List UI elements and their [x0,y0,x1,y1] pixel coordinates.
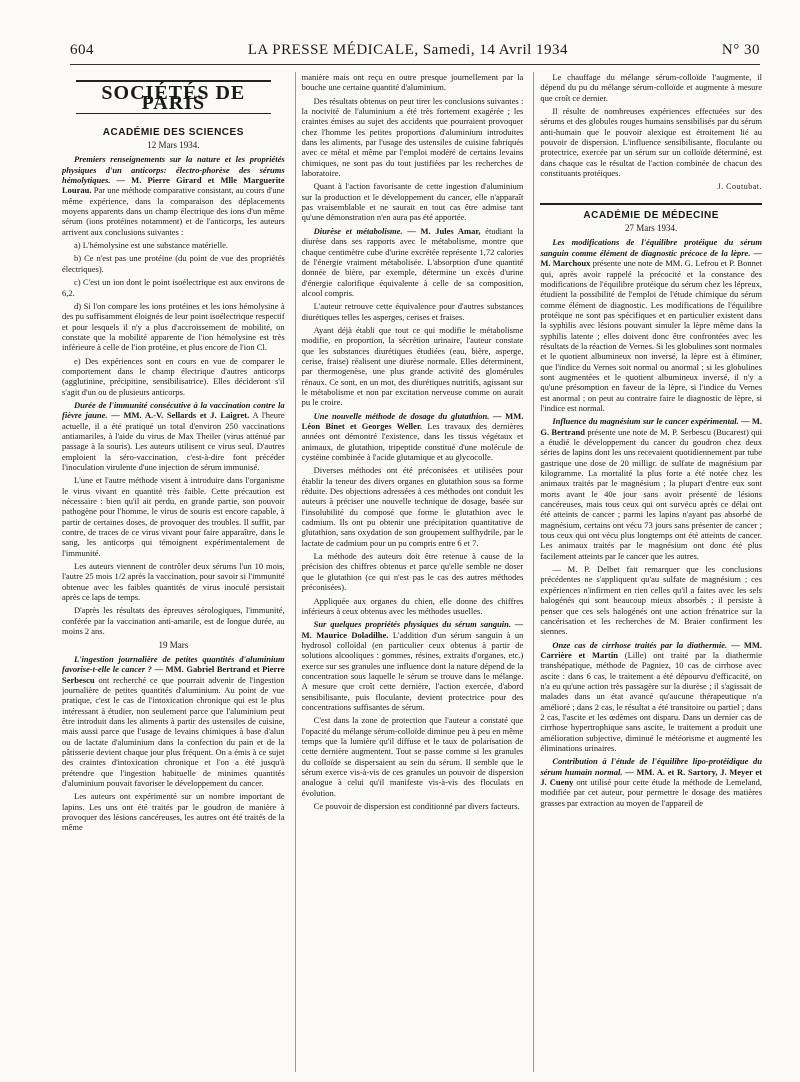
article-paragraph [302,619,524,712]
column-2 [295,72,524,1072]
issue-number: N° 30 [721,42,760,58]
academy-medecine-heading: ACADÉMIE DE MÉDECINE [540,203,762,221]
article-text: A l'heure actuelle, il a été pratiqué un total d'environ 250 vaccinations antiamariles, à l'aide du virus de Max Theiler (virus atténué par passage à la souris). Les auteurs utilisent ce virus seul. D'autres emploient la séro-vaccination, c'est-à-dire font précéder l'inoculation virulente d'une injection de sérum immunisé. [62,410,285,472]
article-authors: — MM. Gabriel Bertrand et Pierre Serbescu [62,664,285,685]
article-text: manière mais ont reçu en outre presque journellement par la bouche une certaine quantité d'aluminium. [301,72,524,93]
column-1 [62,72,285,1072]
article-title: L'ingestion journalière de petites quantités d'aluminium favorise-t-elle le cancer ? [62,653,285,675]
article-paragraph [540,416,762,561]
article-authors: — M. G. Bertrand [540,416,762,437]
article-text: ont recherché ce que pourrait advenir de l'ingestion journalière de petites quantités d'aluminium. Au point de vue pratique, c'est le cas de l'intoxication chronique qui est le plus intéressant à étudier, non seulement parce que l'aluminium peut être introduit dans les aliments à partir des ustensiles de cuisine, mais aussi parce que l'usage de levains chimiques à base d'alun ou de lactate d'aluminium dans la confection du pain et de la pâtisserie devient chaque jour plus fréquent. On a émis à ce sujet des craintes d'intoxication chronique et l'on a été jusqu'à prétendre que l'ingestion habituelle de minimes quantités d'aluminium pouvait favoriser le développement du cancer. [62,674,285,788]
article-text: Les auteurs viennent de contrôler deux sérums l'un 10 mois, l'autre 25 mois 1/2 après la vaccination, pour savoir si l'immunité obtenue avec les faibles quantités de virus inoculé persistait après ce laps de temps. [62,561,285,603]
article-text: Les travaux des dernières années ont démontré l'existence, dans les tissus végétaux et animaux, de glutathion, tripeptide constitué d'une molécule de cystéine combinée à l'acide glutamique et au glycocolle. [301,421,524,463]
article-text: Le chauffage du mélange sérum-colloïde l'augmente, il dépend du pu du mélange sérum-colloïde et augmente à mesure que croît ce dernier. [540,72,762,103]
page-header [70,42,760,65]
article-title: Une nouvelle méthode de dosage du glutathion. [313,410,490,421]
article-paragraph [302,226,524,298]
article-text: C'est dans la zone de protection que l'auteur a constaté que l'opacité du mélange sérum-colloïde diminue peu à peu en même temps que la lumière qu'il diffuse et le taux de polarisation de cette dernière augmentent. Tout se passe comme si les granules du colloïde se dispersaient au sein du sérum. Il semble que le sérum exerce vis-à-vis de ces granules un pouvoir de dispersion analogue à celui qu'il manifeste vis-à-vis des floculats en évolution. [301,715,524,798]
article-paragraph [540,237,762,413]
article-title: Onze cas de cirrhose traités par la diathermie. [552,639,728,650]
list-item: b) Ce n'est pas une protéine (du point de vue des propriétés électriques). [62,253,285,274]
article-text: Appliquée aux organes du chien, elle donne des chiffres inférieurs à ceux obtenus avec les méthodes usuelles. [301,595,524,616]
article-title: Durée de l'immunité consécutive à la vaccination contre la fièvre jaune. [62,399,285,421]
article-text: Ayant déjà établi que tout ce qui modifie le métabolisme modifie, en proportion, la sécrétion urinaire, l'auteur constate que les substances diurétiques étudiées (eau, bière, asperge, cerise, fraise) réalisent une diurèse normale. Elles déterminent, par thermogenèse, une plus grande activité des glomérules rénaux. Ce sont, en un mot, des diurétiques nutritifs, agissant sur le métabolisme et non par excitation nerveuse comme on aurait pu le croire. [301,324,524,408]
session-date: 27 Mars 1934. [625,223,678,234]
article-title: Influence du magnésium sur le cancer expérimental. [552,416,739,427]
journal-title: LA PRESSE MÉDICALE, Samedi, 14 Avril 1934 [247,42,569,58]
list-item: c) C'est un ion dont le point isoélectrique est aux environs de 6,2. [62,277,285,298]
text-columns [62,72,762,1072]
article-text: Il résulte de nombreuses expériences effectuées sur des sérums et des globules rouges humains sensibilisés par du sérum anti-humain que le pouvoir alexique est étroitement lié au pouvoir de dispersion. L'influence sensibilisante, floculante ou protectrice, exercée par un sérum sur un colloïde déterminé, est dans chaque cas le résultat de l'action combinée de chacun des constituants protéiques. [540,106,762,179]
article-authors: — M. Maurice Doladilhe. [301,619,524,640]
session-date: 19 Mars [158,639,189,650]
article-paragraph [62,400,285,472]
article-authors: — M. Jules Amar, [407,225,481,236]
page-number: 604 [70,42,94,58]
article-text: La méthode des auteurs doit être retenue à cause de la précision des chiffres obtenus et parce qu'elle semble ne doser que le glutathion (ce qui n'est pas le cas des autres méthodes préconisées). [301,551,524,593]
article-text: Ce pouvoir de dispersion est conditionné par divers facteurs. [313,801,520,812]
academy-sciences-heading: ACADÉMIE DES SCIENCES [102,126,244,138]
article-title: Sur quelques propriétés physiques du sérum sanguin. [313,619,512,630]
list-item: d) Si l'on compare les ions protéines et les ions hémolysine à des pu suffisamment éloignés de leur point isoélectrique respectif et pour lesquels il n'y a plus d'accroissement de mobilité, on constate que la mobilité apparente de l'ion hémolysine est très inférieure à celle de l'ion protéine, et plus encore de l'ion Cl. [62,300,285,353]
author-signature: J. Coutubat. [717,182,762,192]
article-title: Premiers renseignements sur la nature et les propriétés physiques d'un anticorps: électro-phorèse des sérums hémolytiques. [62,154,285,186]
article-text: L'addition d'un sérum sanguin à un hydrosol colloïdal (en particulier ceux obtenus à partir de solutions alcooliques : gommes, résines, extraits d'organes, etc.) exerce sur ses granules une influence dont la nature dépend de la concentration sous laquelle le sérum se trouve dans le mélange. A mesure que croît cette dernière, l'action exercée, d'abord sensibilisante, puis floculante, devient protectrice pour des concentrations suffisantes de sérum. [301,629,524,712]
article-title: Contribution à l'étude de l'équilibre lipo-protéidique du sérum humain normal. [540,756,762,777]
article-paragraph [302,411,524,463]
section-title: SOCIÉTÉS DE PARIS [76,80,271,114]
article-authors: — MM. Carrière et Martin [540,639,762,660]
article-text: Les auteurs ont expérimenté sur un nombre important de lapins. Les uns ont été traités par le goudron de manière à provoquer des lésions cancéreuses, les autres ont été traités de la même [62,791,285,833]
article-authors: — M. Pierre Girard et Mlle Marguerite Lourau. [62,175,285,196]
article-authors: — MM. A. et R. Sartory, J. Meyer et J. Cueny [540,766,762,787]
article-text: présente une note de MM. G. Lefrou et P. Bonnet qui, après avoir rappelé la précocité et la constance des modifications de l'équilibre protéique du sérum chez les lépreux, étudient la possibilité de l'emploi de l'étude chimique du sérum comme élément de diagnostic. Les modifications de l'équilibre protéique ne sont pas spécifiques et en particulier existent dans la syphilis avec lésions pouvant simuler la lèpre même dans la syphilis latente ; elles doivent donc être confrontées avec les résultats de la réaction de Vernes. Si les globulines sont normales et le quotient albumineux non inversé, la lèpre est à éliminer, que l'indice du Vernes soit normal ou anormal ; si les globulines sont augmentées et le quotient albumineux inversé, il n'y a qu'une présomption en faveur de la lèpre, si l'indice du Vernes est anormal ; on peut au contraire faire le diagnostic de lèpre, si l'indice est normal. [540,258,762,413]
article-authors: — M. Marchoux [540,247,762,269]
article-text: Quant à l'action favorisante de cette ingestion d'aluminium sur la production et le développement du cancer, elle n'apparaît pas vraisemblable et ne saurait en tout cas être admise tant qu'une démonstration n'en aura pas été apportée. [301,181,524,223]
article-text: L'une et l'autre méthode visent à introduire dans l'organisme le virus vivant en quantité très faible. Cette précaution est nécessaire : bien qu'il ait perdu, en grande partie, son pouvoir pathogène pour l'homme, le virus de souris est encore capable, à partir de certaines doses, de provoquer des troubles. Il suffit, par contre, de traces de ce virus vivant pour faire apparaître, dans le sang, les anticorps qui témoignent expérimentalement de l'immunité. [62,475,285,558]
article-text: présente une note de M. P. Serbescu (Bucarest) qui a étudié le développement du cancer du goudron chez deux séries de lapins dont les uns recevaient quotidiennement par tube gastrique une dose de 20 milligr. de sulfate de magnésium par kilogramme. La mortalité la plus forte a été notée chez les animaux traités par le magnésium ; la plupart d'entre eux sont morts avant le 40e jour sans avoir présenté de lésions cancéreuses, mais tous ceux qui ont survécu après ce délai ont été atteints de cancer ; parmi les lapins n'ayant pas absorbé de magnésium, certains ont vécu 73 jours sans présenter de cancer ; tous ceux qui ont vécu plus longtemps ont été atteints de cancer. Les animaux traités par le magnésium ont donc été plus facilement atteints par le cancer que les autres. [540,426,762,561]
article-paragraph [540,640,762,754]
article-text: ont utilisé pour cette étude la méthode de Lemeland, modifiée par cet auteur, pour permettre le dosage des matières grasses par extraction au moyen de l'appareil de [540,777,762,808]
article-text: Des résultats obtenus on peut tirer les conclusions suivantes : la nocivité de l'aluminium a été très fortement exagérée ; les craintes émises au sujet des accidents que pourraient provoquer chez l'homme les petites proportions d'aluminium introduites dans les aliments, par l'usage des ustensiles de cuisine fabriqués avec ce métal et même par l'emploi modéré de certains levains chimiques, ne sont pas du tout justifiées par les recherches de laboratoire. [301,95,524,179]
article-text: Diverses méthodes ont été préconisées et utilisées pour établir la teneur des divers organes en glutathion sous sa forme réduite. Des objections adressées à ces méthodes ont conduit les auteurs à préciser une nouvelle technique de dosage, basée sur l'insolubilité du composé que forme le glutathion avec le cadmium. Ils ont pu obtenir une précipitation quantitative de glutathion, sans oxydation de son groupement sulfhydrile, par le lactate de cadmium pour un pu compris entre 6 et 7. [301,465,524,548]
article-text: — M. P. Delbet fait remarquer que les conclusions précédentes ne s'appliquent qu'au sulfate de magnésium ; ces expériences n'infirment en rien celles qu'il a faites avec les sels halogénés qui sont beaucoup mieux absorbés ; il persiste à penser que ces sels halogénés ont une action frénatrice sur la cancérisation et les recherches de M. Braier confirment les siennes. [540,564,762,637]
article-authors: — MM. Léon Binet et Georges Weller. [301,410,524,431]
list-item: e) Des expériences sont en cours en vue de comparer le comportement dans le champ électrique d'autres anticorps (agglutinine, précipitine, sensibilisatrice). Elles décideront s'il s'agit d'un ou de plusieurs anticorps. [62,355,285,397]
column-3 [533,72,762,1072]
article-paragraph [540,756,762,808]
article-text: (Lille) ont traité par la diathermie transhépatique, méthode de Pagniez, 10 cas de cirrhose avec ascite : dans 6 cas, le traitement a été dépourvu d'efficacité, on n'a eu qu'une action très passagère sur la diurèse ; il s'agissait de malades dans un état avancé qu'aucune thérapeutique n'a amélioré ; dans 2 cas, le résultat a été transitoire ou partiel ; dans 2 cas, l'ascite et les œdèmes ont disparu. Dans un dernier cas de cirrhose hypertrophique sans ascite, le traitement a produit une amélioration subjective, diminué le météorisme et augmenté les éliminations urinaires. [540,649,762,753]
list-item: a) L'hémolysine est une substance matérielle. [74,240,229,251]
article-text: D'après les résultats des épreuves sérologiques, l'immunité, conférée par la vaccination anti-amarile, est de longue durée, au moins 2 ans. [62,605,285,637]
session-date: 12 Mars 1934. [147,140,200,151]
article-text: L'auteur retrouve cette équivalence pour d'autres substances diurétiques telles les asperges, cerises et fraises. [301,301,524,322]
article-title: Diurèse et métabolisme. [313,225,403,236]
article-paragraph [62,654,285,788]
article-paragraph [62,154,285,237]
article-authors: — MM. A.-V. Sellards et J. Laigret. [111,410,250,421]
article-title: Les modifications de l'équilibre protéique du sérum sanguin comme élément de diagnostic précoce de la lèpre. [540,237,762,258]
article-text: étudiant la diurèse dans ses rapports avec le métabolisme, montre que chaque centimètre cube d'urine excrétée représente 1,72 calories de l'énergie vraiment métabolisée. L'absorption d'une quantité donnée de bière, par exemple, détermine un excès d'urine d'énergie calorifique équivalente à celle de sa composition, alcool compris. [301,225,524,298]
article-text: Par une méthode comparative consistant, au cours d'une même expérience, dans la comparaison des déplacements moyens apparents dans un champ électrique des ions d'un même sérum (ions protéines notamment) et de l'anticorps, les auteurs arrivent aux conclusions suivantes : [62,185,285,237]
